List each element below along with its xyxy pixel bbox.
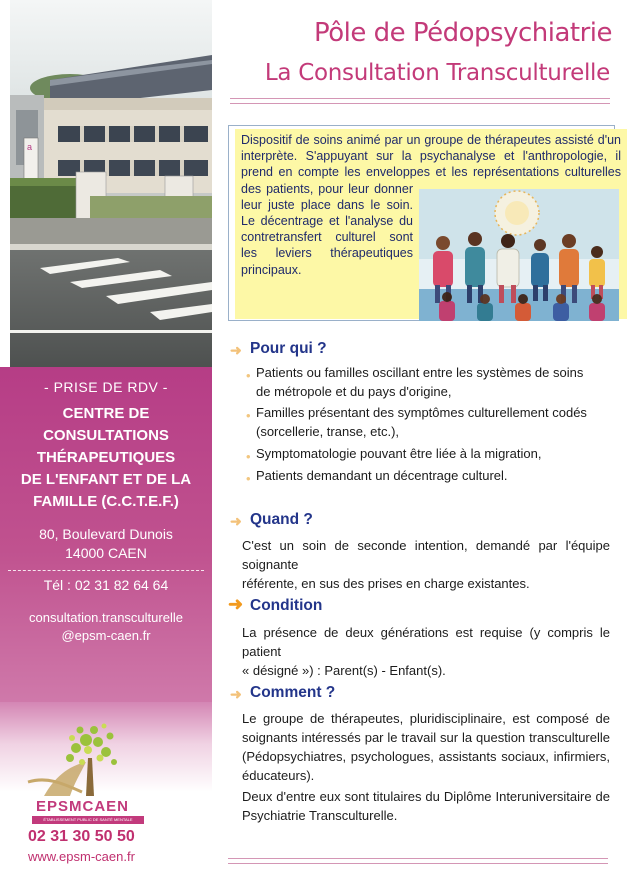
bullet-dot-icon: • (246, 368, 251, 383)
page-title: Pôle de Pédopsychiatrie (313, 18, 612, 48)
section-title-condition: Condition (250, 597, 323, 614)
epsm-logo (24, 718, 154, 828)
email-line: @epsm-caen.fr (61, 628, 151, 643)
section-title-quand: Quand ? (250, 511, 313, 528)
main-phone[interactable]: 02 31 30 50 50 (28, 828, 135, 845)
logo-wordmark: EPSMCAEN (36, 798, 130, 815)
intro-line: des patients, pour leur donner (241, 181, 413, 196)
page-subtitle: La Consultation Transculturelle (264, 60, 610, 86)
address-line: 80, Boulevard Dunois (39, 526, 173, 542)
center-name-line: THÉRAPEUTIQUES (36, 449, 176, 466)
section-title-comment: Comment ? (250, 684, 336, 701)
arrow-right-icon: ➜ (228, 594, 244, 614)
intro-line: leur juste place dans le soin. (241, 197, 413, 212)
intro-line: interprète. S'appuyant sur la psychanalyse et l'anthropologie, il (241, 149, 621, 164)
list-item (256, 466, 508, 485)
intro-line: les leviers thérapeutiques (241, 246, 413, 261)
building-photo (10, 0, 212, 367)
arrow-right-icon: ➜ (230, 513, 242, 529)
body-line: « désigné ») : Parent(s) - Enfant(s). (242, 663, 446, 678)
footer-rule (228, 858, 608, 859)
dashed-divider (8, 570, 204, 571)
body-line: Le groupe de thérapeutes, pluridisciplinaire, est composé de (242, 711, 610, 726)
center-name-line: CENTRE DE (62, 405, 150, 422)
email-address[interactable] (0, 609, 212, 645)
section-title-pour-qui: Pour qui ? (250, 340, 327, 357)
tree-logo-icon (24, 718, 154, 800)
body-line: (Pédopsychiatres, psychologues, assistants sociaux, infirmiers, (242, 749, 610, 764)
center-name-line: CONSULTATIONS (43, 427, 169, 444)
list-item (256, 444, 541, 463)
center-name (0, 403, 212, 513)
list-item-line: Patients demandant un décentrage culturel. (256, 468, 508, 483)
bullet-dot-icon: • (246, 471, 251, 486)
list-item-line: de métropole et du pays d'origine, (256, 384, 452, 399)
arrow-right-icon: ➜ (230, 342, 242, 358)
center-name-line: DE L'ENFANT ET DE LA (20, 471, 192, 488)
header-rule (230, 98, 610, 99)
intro-text (235, 129, 627, 319)
intro-line: Dispositif de soins animé par un groupe de thérapeutes assisté d'un (241, 133, 621, 147)
intro-line: contretransfert culturel sont (241, 230, 413, 245)
arrow-right-icon: ➜ (230, 686, 242, 702)
website-link[interactable]: www.epsm-caen.fr (28, 849, 135, 864)
contact-panel (0, 367, 212, 702)
body-line: Psychiatrie Transculturelle. (242, 808, 398, 823)
header-rule (230, 103, 610, 104)
building-photo-illustration (10, 0, 212, 367)
body-line: soignants intéressés par le travail sur la question transculturelle (242, 730, 610, 745)
body-line: C'est un soin de seconde intention, demandé par l'équipe soignante (242, 538, 610, 572)
list-item-line: Familles présentant des symptômes culturellement codés (256, 405, 587, 420)
bullet-dot-icon: • (246, 449, 251, 464)
intro-line: Le décentrage et l'analyse du (241, 214, 413, 229)
intro-line: prend en compte les enveloppes et les représentations culturelles (241, 165, 621, 180)
list-item (256, 403, 587, 441)
footer-rule (228, 863, 608, 864)
body-line: référente, en sus des prises en charge existantes. (242, 576, 530, 591)
intro-line: principaux. (241, 262, 302, 277)
address-line: 14000 CAEN (65, 545, 147, 561)
section-body-condition (242, 623, 610, 680)
list-item-line: Symptomatologie pouvant être liée à la migration, (256, 446, 542, 461)
body-line: Deux d'entre eux sont titulaires du Diplôme Interuniversitaire de (242, 789, 610, 804)
list-item-line: Patients ou familles oscillant entre les systèmes de soins (256, 365, 584, 380)
left-sidebar (0, 0, 212, 877)
center-name-line: FAMILLE (C.C.T.E.F.) (33, 493, 179, 510)
bullet-dot-icon: • (246, 408, 251, 423)
list-item-line: (sorcellerie, transe, etc.), (256, 424, 400, 439)
group-therapy-illustration (419, 189, 619, 321)
sign-letter: a (27, 142, 33, 152)
section-body-quand (242, 536, 610, 593)
address (0, 525, 212, 563)
section-body-comment-2 (242, 787, 610, 825)
intro-box (228, 125, 621, 321)
section-body-comment (242, 709, 610, 785)
body-line: La présence de deux générations est requise (y compris le patient (242, 625, 610, 659)
list-item (256, 363, 583, 401)
body-line: éducateurs). (242, 768, 315, 783)
phone-number[interactable]: Tél : 02 31 82 64 64 (43, 577, 169, 593)
logo-tagline: ÉTABLISSEMENT PUBLIC DE SANTÉ MENTALE (32, 816, 144, 824)
appointment-label: - PRISE DE RDV - (44, 379, 168, 395)
email-line: consultation.transculturelle (29, 610, 183, 625)
